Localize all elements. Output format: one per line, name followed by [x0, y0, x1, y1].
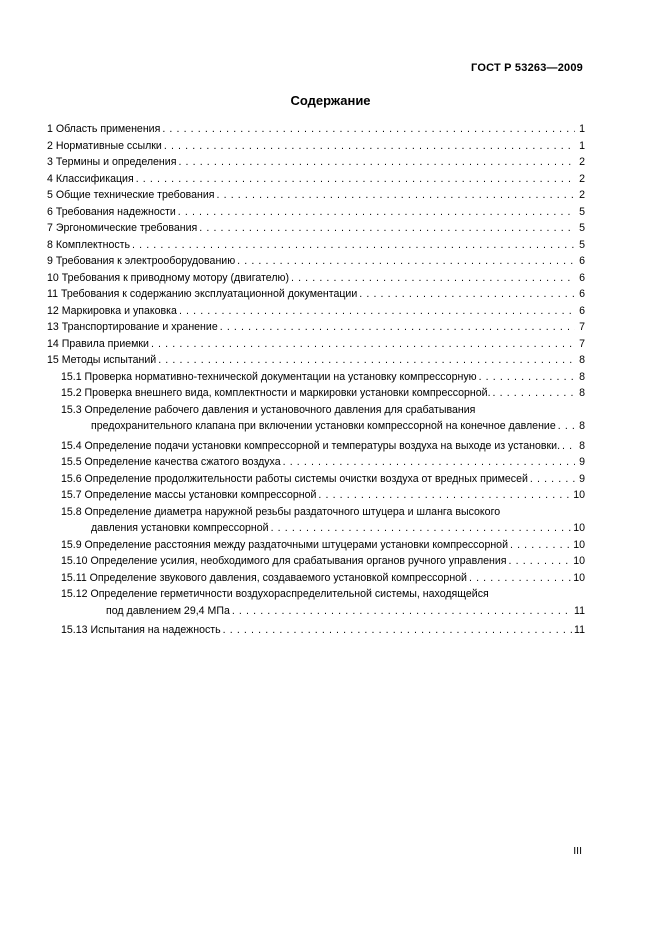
dot-leader [469, 570, 571, 587]
toc-entry-page: 5 [579, 222, 585, 234]
dot-leader [217, 187, 575, 204]
toc-subentry-text-continued: под давлением 29,4 МПа [106, 604, 230, 617]
toc-subentry[interactable] [47, 622, 585, 639]
toc-subentry-text: 15.2 Проверка внешнего вида, комплектности и маркировки установки компрессорной. [61, 387, 491, 399]
toc-entry-text: 8 Комплектность [47, 238, 131, 251]
toc-subentry[interactable] [47, 454, 585, 471]
toc-entry-text: 7 Эргономические требования [47, 222, 198, 234]
toc-entry[interactable] [47, 286, 585, 303]
toc-subentry-text: 15.13 Испытания на надежность [61, 624, 221, 636]
toc-subentry[interactable] [47, 369, 585, 386]
toc-entry[interactable] [47, 138, 585, 155]
toc-entry[interactable] [47, 171, 585, 188]
toc-entry[interactable] [47, 319, 585, 336]
dot-leader [178, 154, 575, 171]
toc-entry-page: 6 [579, 255, 585, 267]
toc-subentry-page: 8 [579, 420, 585, 432]
toc-subentry-page: 9 [579, 472, 585, 485]
toc-subentry-text: 15.1 Проверка нормативно-технической документации на установку компрессорную [61, 370, 477, 383]
toc-entry[interactable] [47, 237, 585, 254]
toc-subentry[interactable] [47, 471, 585, 488]
toc-entry-text: 14 Правила приемки [47, 337, 149, 350]
toc-entry[interactable] [47, 352, 585, 369]
toc-subentry-text: 15.5 Определение качества сжатого воздуха [61, 456, 281, 468]
toc-entry-text: 11 Требования к содержанию эксплуатационной документации [47, 288, 358, 300]
toc-entry-text: 6 Требования надежности [47, 205, 176, 218]
toc-entry[interactable] [47, 121, 585, 138]
dot-leader [223, 622, 572, 639]
dot-leader [179, 303, 575, 320]
dot-leader [158, 352, 575, 369]
toc-entry-text: 2 Нормативные ссылки [47, 139, 162, 152]
dot-leader [493, 385, 575, 402]
dot-leader [199, 220, 575, 237]
toc-entry-page: 2 [579, 172, 585, 185]
toc-entry-text: 3 Термины и определения [47, 156, 177, 168]
toc-subentry-text: 15.9 Определение расстояния между раздаточными штуцерами установки компрессорной [61, 538, 508, 551]
toc-entry[interactable] [47, 336, 585, 353]
toc-entry[interactable] [47, 220, 585, 237]
toc-subentry-text: 15.11 Определение звукового давления, создаваемого установкой компрессорной [61, 571, 467, 584]
dot-leader [232, 603, 572, 620]
toc-entry-page: 8 [579, 354, 585, 366]
dot-leader [509, 553, 572, 570]
toc-subentry-page: 11 [574, 604, 585, 617]
toc-entry-page: 1 [579, 123, 585, 135]
dot-leader [510, 537, 571, 554]
toc-subentry-page: 10 [573, 538, 585, 551]
toc-entry-page: 2 [579, 189, 585, 201]
toc-entry-text: 9 Требования к электрооборудованию [47, 255, 236, 267]
toc-entry-page: 5 [579, 205, 585, 218]
toc-entry-page: 7 [579, 337, 585, 350]
toc-subentry[interactable] [47, 537, 585, 554]
toc-subentry-text: 15.3 Определение рабочего давления и установочного давления для срабатывания [61, 403, 476, 416]
toc-entry-page: 7 [579, 321, 585, 333]
toc-subentry-page: 8 [579, 387, 585, 399]
toc-subentry-page: 8 [579, 439, 585, 452]
toc-entry[interactable] [47, 187, 585, 204]
standard-number: ГОСТ Р 53263—2009 [471, 62, 583, 74]
dot-leader [136, 171, 575, 188]
dot-leader [132, 237, 575, 254]
table-of-contents [47, 121, 585, 639]
dot-leader [530, 471, 575, 488]
dot-leader [237, 253, 575, 270]
toc-subentry[interactable] [47, 487, 585, 504]
toc-entry-page: 6 [579, 271, 585, 284]
toc-entry-text: 4 Классификация [47, 172, 134, 185]
toc-subentry[interactable] [47, 504, 585, 537]
dot-leader [318, 487, 571, 504]
toc-subentry[interactable] [47, 402, 585, 435]
toc-title: Содержание [290, 93, 371, 108]
toc-entry[interactable] [47, 253, 585, 270]
dot-leader [558, 418, 575, 435]
toc-entry[interactable] [47, 204, 585, 221]
toc-entry-text: 1 Область применения [47, 123, 161, 135]
toc-subentry-page: 10 [573, 522, 585, 534]
toc-subentry[interactable] [47, 586, 585, 619]
dot-leader [164, 138, 575, 155]
toc-subentry-text-continued: предохранительного клапана при включении установки компрессорной на конечное давление [91, 420, 556, 432]
dot-leader [283, 454, 575, 471]
toc-subentry-page: 8 [579, 370, 585, 383]
toc-subentry-text: 15.8 Определение диаметра наружной резьбы раздаточного штуцера и шланга высокого [61, 505, 501, 518]
dot-leader [359, 286, 575, 303]
page-number: III [573, 845, 582, 857]
toc-entry[interactable] [47, 154, 585, 171]
toc-subentry-page: 10 [573, 571, 585, 584]
toc-entry[interactable] [47, 303, 585, 320]
toc-entry-text: 5 Общие технические требования [47, 189, 215, 201]
toc-subentry-page: 10 [573, 555, 585, 567]
dot-leader [479, 369, 575, 386]
toc-subentry[interactable] [47, 385, 585, 402]
dot-leader [220, 319, 575, 336]
toc-entry-page: 5 [579, 238, 585, 251]
toc-subentry[interactable] [47, 438, 585, 455]
dot-leader [151, 336, 575, 353]
toc-entry-page: 1 [579, 139, 585, 152]
toc-entry-text: 13 Транспортирование и хранение [47, 321, 218, 333]
toc-subentry-text: 15.12 Определение герметичности воздухораспределительной системы, находящейся [61, 588, 489, 600]
dot-leader [178, 204, 575, 221]
toc-subentry-text: 15.7 Определение массы установки компрессорной [61, 489, 317, 501]
toc-entry-text: 12 Маркировка и упаковка [47, 304, 177, 317]
toc-entry-text: 15 Методы испытаний [47, 354, 157, 366]
toc-entry-text: 10 Требования к приводному мотору (двигателю) [47, 271, 289, 284]
toc-entry-page: 2 [579, 156, 585, 168]
toc-subentry-text: 15.6 Определение продолжительности работы системы очистки воздуха от вредных примесей [61, 472, 528, 485]
dot-leader [291, 270, 575, 287]
toc-subentry-page: 9 [579, 456, 585, 468]
toc-subentry-text: 15.4 Определение подачи установки компрессорной и температуры воздуха на выходе из установки. [61, 439, 561, 452]
dot-leader [271, 520, 572, 537]
dot-leader [562, 438, 575, 455]
dot-leader [162, 121, 575, 138]
toc-entry-page: 6 [579, 304, 585, 317]
toc-subentry[interactable] [47, 570, 585, 587]
toc-subentry-page: 10 [573, 489, 585, 501]
toc-subentry-text: 15.10 Определение усилия, необходимого для срабатывания органов ручного управления [61, 555, 507, 567]
toc-entry-page: 6 [579, 288, 585, 300]
toc-subentry[interactable] [47, 553, 585, 570]
toc-subentry-page: 11 [574, 624, 585, 636]
toc-subentry-text-continued: давления установки компрессорной [91, 522, 269, 534]
toc-entry[interactable] [47, 270, 585, 287]
